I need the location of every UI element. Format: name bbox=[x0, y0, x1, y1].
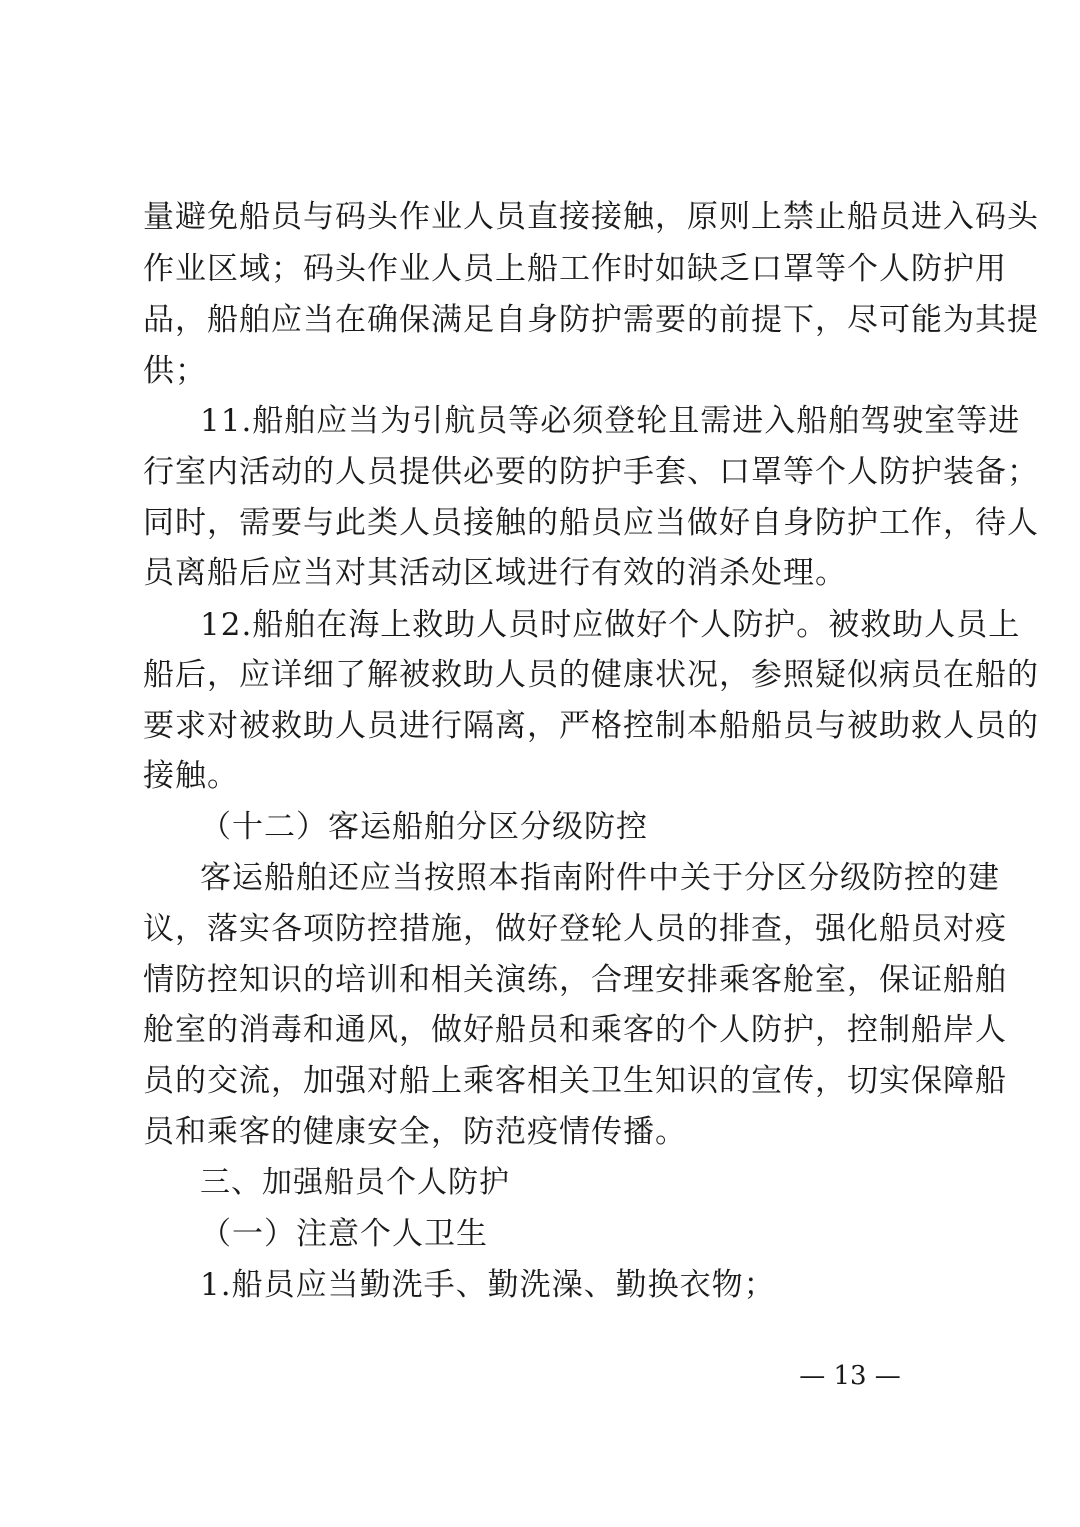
body-text-line: 客运船舶还应当按照本指南附件中关于分区分级防控的建 bbox=[200, 860, 1000, 896]
body-text-line: 船后，应详细了解被救助人员的健康状况，参照疑似病员在船的 bbox=[143, 657, 1039, 693]
body-text-line: 作业区域；码头作业人员上船工作时如缺乏口罩等个人防护用 bbox=[143, 251, 1007, 287]
subheading: （一）注意个人卫生 bbox=[200, 1216, 488, 1252]
section-heading: 三、加强船员个人防护 bbox=[200, 1165, 510, 1200]
page-number: — 13 — bbox=[799, 1361, 901, 1391]
body-text-line: 同时，需要与此类人员接触的船员应当做好自身防护工作，待人 bbox=[143, 505, 1039, 541]
body-text-line: 品，船舶应当在确保满足自身防护需要的前提下，尽可能为其提 bbox=[143, 302, 1039, 338]
body-text-line: 要求对被救助人员进行隔离，严格控制本船船员与被助救人员的 bbox=[143, 708, 1039, 744]
body-text-line: 12.船舶在海上救助人员时应做好个人防护。被救助人员上 bbox=[200, 607, 1021, 643]
body-text-line: 员离船后应当对其活动区域进行有效的消杀处理。 bbox=[143, 555, 847, 591]
body-text-line: 员和乘客的健康安全，防范疫情传播。 bbox=[143, 1114, 687, 1150]
body-text-line: 量避免船员与码头作业人员直接接触，原则上禁止船员进入码头 bbox=[143, 199, 1039, 235]
subheading: （十二）客运船舶分区分级防控 bbox=[200, 809, 648, 845]
body-text-line: 情防控知识的培训和相关演练，合理安排乘客舱室，保证船舶 bbox=[143, 962, 1007, 998]
body-text-line: 舱室的消毒和通风，做好船员和乘客的个人防护，控制船岸人 bbox=[143, 1012, 1007, 1048]
body-text-line: 11.船舶应当为引航员等必须登轮且需进入船舶驾驶室等进 bbox=[200, 403, 1021, 439]
body-text-line: 1.船员应当勤洗手、勤洗澡、勤换衣物； bbox=[200, 1267, 776, 1303]
body-text-line: 接触。 bbox=[143, 758, 239, 794]
body-text-line: 员的交流，加强对船上乘客相关卫生知识的宣传，切实保障船 bbox=[143, 1063, 1007, 1099]
body-text-line: 供； bbox=[143, 353, 207, 389]
body-text-line: 行室内活动的人员提供必要的防护手套、口罩等个人防护装备； bbox=[143, 454, 1039, 490]
body-text-line: 议，落实各项防控措施，做好登轮人员的排查，强化船员对疫 bbox=[143, 911, 1007, 947]
